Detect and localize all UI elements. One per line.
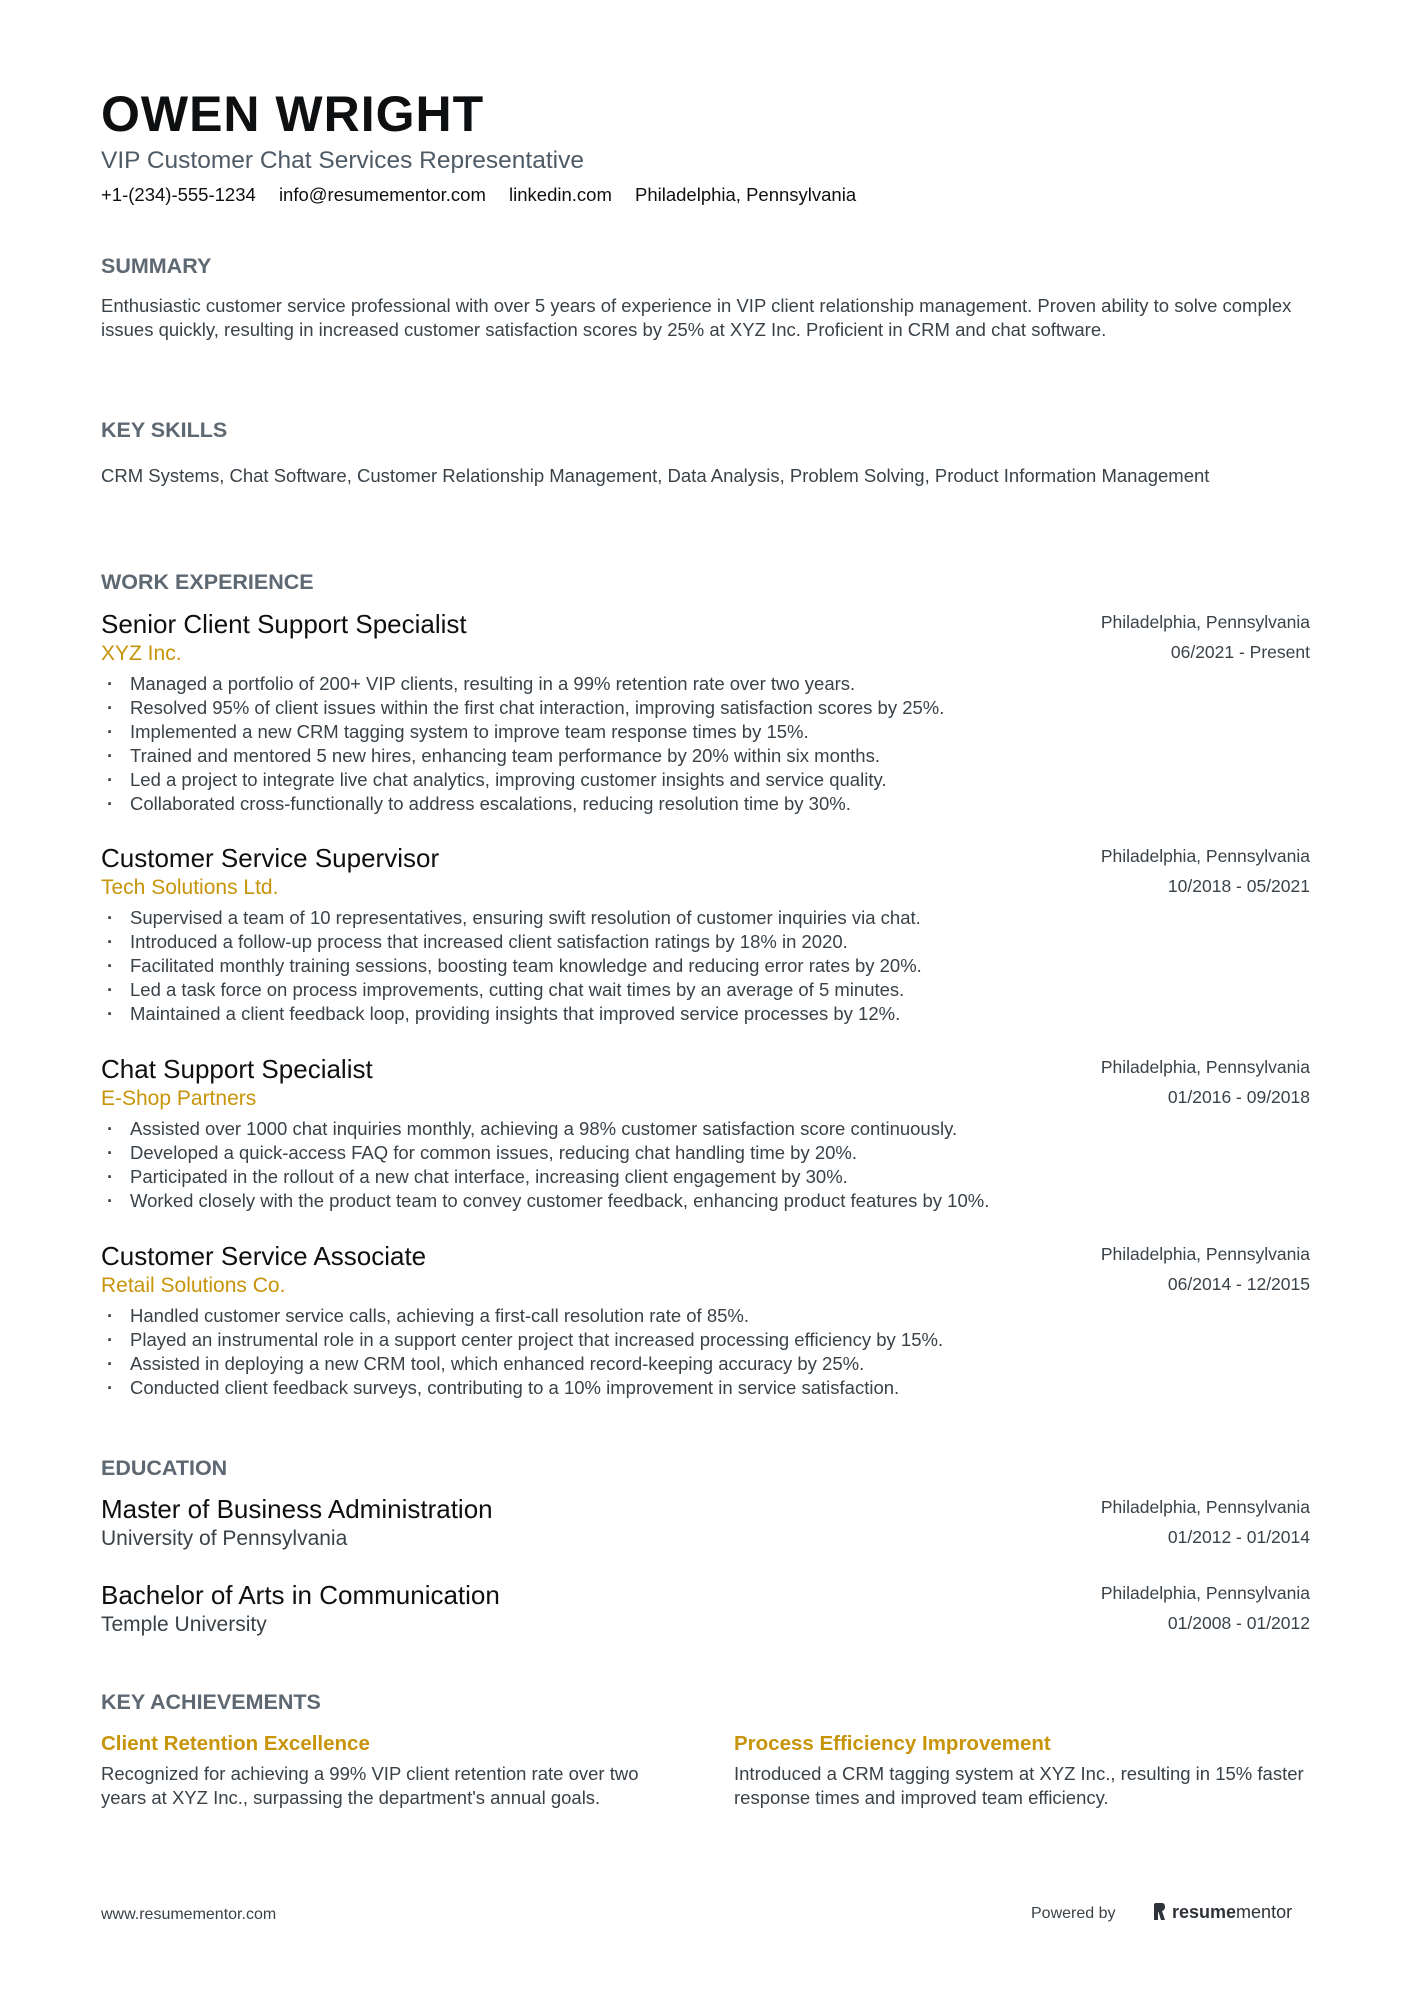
achievement-title: Client Retention Excellence xyxy=(101,1732,370,1755)
achievements-heading: KEY ACHIEVEMENTS xyxy=(101,1690,321,1714)
bullet: · Supervised a team of 10 representatives, ensuring swift resolution of customer inquiries via chat. xyxy=(101,906,922,930)
job-company: E-Shop Partners xyxy=(101,1087,257,1110)
achievement-text: Recognized for achieving a 99% VIP client retention rate over two years at XYZ Inc., surpassing the department's annual goals. xyxy=(101,1763,639,1808)
bullet: · Worked closely with the product team to convey customer feedback, enhancing product features by 10%. xyxy=(101,1189,989,1213)
achievement-text: Introduced a CRM tagging system at XYZ Inc., resulting in 15% faster response times and improved team efficiency. xyxy=(734,1763,1304,1808)
education-location: Philadelphia, Pennsylvania xyxy=(1100,1497,1310,1517)
education-heading: EDUCATION xyxy=(101,1456,228,1480)
job-dates: 06/2014 - 12/2015 xyxy=(1167,1274,1310,1294)
linkedin[interactable]: linkedin.com xyxy=(509,184,612,205)
brand-text-mentor: mentor xyxy=(1236,1902,1293,1922)
achievement-item xyxy=(101,1731,671,1810)
bullet: · Maintained a client feedback loop, providing insights that improved service processes by 12%. xyxy=(101,1002,922,1026)
degree: Master of Business Administration xyxy=(101,1494,493,1524)
job-company: XYZ Inc. xyxy=(101,642,182,665)
brand-text-resume: resume xyxy=(1172,1902,1237,1922)
bullet: · Assisted over 1000 chat inquiries monthly, achieving a 98% customer satisfaction score continuously. xyxy=(101,1117,989,1141)
phone: +1-(234)-555-1234 xyxy=(101,184,256,205)
achievement-item xyxy=(734,1731,1304,1810)
school: Temple University xyxy=(101,1613,267,1636)
job-title: Customer Service Associate xyxy=(101,1241,427,1271)
resumementor-logo[interactable] xyxy=(1152,1900,1292,1924)
candidate-title: VIP Customer Chat Services Representative xyxy=(101,147,584,174)
summary-text: Enthusiastic customer service professional with over 5 years of experience in VIP client relationship management. Proven ability to solve complex issues quickly, resulting in increased customer satisfaction scores by 25% at XYZ Inc. Proficient in CRM and chat software. xyxy=(101,295,1292,340)
job-location: Philadelphia, Pennsylvania xyxy=(1100,846,1310,866)
job-title: Chat Support Specialist xyxy=(101,1054,373,1084)
bullet: · Facilitated monthly training sessions, boosting team knowledge and reducing error rates by 20%. xyxy=(101,954,922,978)
location: Philadelphia, Pennsylvania xyxy=(635,184,857,205)
job-bullets xyxy=(101,906,922,1026)
job-dates: 06/2021 - Present xyxy=(1170,642,1310,662)
job-bullets xyxy=(101,672,944,816)
job-location: Philadelphia, Pennsylvania xyxy=(1100,1244,1310,1264)
summary-heading: SUMMARY xyxy=(101,254,212,278)
education-dates: 01/2008 - 01/2012 xyxy=(1167,1613,1310,1633)
candidate-name: OWEN WRIGHT xyxy=(101,86,485,142)
bullet: · Implemented a new CRM tagging system to improve team response times by 15%. xyxy=(101,720,944,744)
school: University of Pennsylvania xyxy=(101,1527,348,1550)
bullet: · Handled customer service calls, achieving a first-call resolution rate of 85%. xyxy=(101,1304,943,1328)
bullet: · Conducted client feedback surveys, contributing to a 10% improvement in service satisfaction. xyxy=(101,1376,943,1400)
skills-heading: KEY SKILLS xyxy=(101,418,228,442)
bullet: · Trained and mentored 5 new hires, enhancing team performance by 20% within six months. xyxy=(101,744,944,768)
contact-line xyxy=(101,183,874,207)
bullet: · Introduced a follow-up process that increased client satisfaction ratings by 18% in 2020. xyxy=(101,930,922,954)
job-location: Philadelphia, Pennsylvania xyxy=(1100,612,1310,632)
bullet: · Resolved 95% of client issues within the first chat interaction, improving satisfaction scores by 25%. xyxy=(101,696,944,720)
bullet: · Developed a quick-access FAQ for common issues, reducing chat handling time by 20%. xyxy=(101,1141,989,1165)
resumementor-logo-icon xyxy=(1152,1902,1167,1922)
bullet: · Led a task force on process improvements, cutting chat wait times by an average of 5 minutes. xyxy=(101,978,922,1002)
bullet: · Collaborated cross-functionally to address escalations, reducing resolution time by 30%. xyxy=(101,792,944,816)
experience-heading: WORK EXPERIENCE xyxy=(101,570,314,594)
job-location: Philadelphia, Pennsylvania xyxy=(1100,1057,1310,1077)
job-title: Customer Service Supervisor xyxy=(101,843,440,873)
footer-url[interactable]: www.resumementor.com xyxy=(101,1906,277,1923)
job-company: Retail Solutions Co. xyxy=(101,1274,286,1297)
email[interactable]: info@resumementor.com xyxy=(278,184,486,205)
bullet: · Managed a portfolio of 200+ VIP clients, resulting in a 99% retention rate over two years. xyxy=(101,672,944,696)
education-dates: 01/2012 - 01/2014 xyxy=(1167,1527,1310,1547)
job-dates: 01/2016 - 09/2018 xyxy=(1167,1087,1310,1107)
bullet: · Played an instrumental role in a support center project that increased processing efficiency by 15%. xyxy=(101,1328,943,1352)
job-dates: 10/2018 - 05/2021 xyxy=(1167,876,1310,896)
job-title: Senior Client Support Specialist xyxy=(101,609,467,639)
job-bullets xyxy=(101,1304,943,1400)
degree: Bachelor of Arts in Communication xyxy=(101,1580,500,1610)
skills-text: CRM Systems, Chat Software, Customer Relationship Management, Data Analysis, Problem Solving, Product Information Management xyxy=(101,465,1210,486)
education-location: Philadelphia, Pennsylvania xyxy=(1100,1583,1310,1603)
bullet: · Participated in the rollout of a new chat interface, increasing client engagement by 30%. xyxy=(101,1165,989,1189)
bullet: · Led a project to integrate live chat analytics, improving customer insights and service quality. xyxy=(101,768,944,792)
powered-by-label: Powered by xyxy=(1031,1905,1116,1922)
achievement-title: Process Efficiency Improvement xyxy=(734,1732,1051,1755)
job-bullets xyxy=(101,1117,989,1213)
job-company: Tech Solutions Ltd. xyxy=(101,876,279,899)
bullet: · Assisted in deploying a new CRM tool, which enhanced record-keeping accuracy by 25%. xyxy=(101,1352,943,1376)
